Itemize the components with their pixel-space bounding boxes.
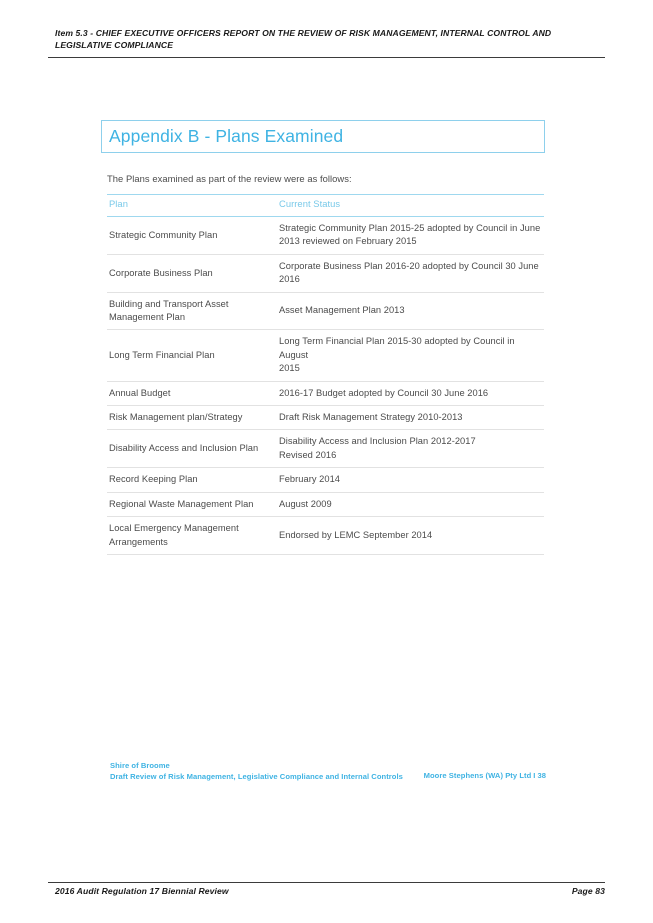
- cell-current-status-line: 2016: [279, 274, 300, 285]
- footer-subtitle: Draft Review of Risk Management, Legislative Compliance and Internal Controls: [110, 771, 403, 781]
- cell-current-status: [277, 492, 544, 516]
- document-running-header: [55, 27, 605, 52]
- cell-current-status-line: February 2014: [279, 474, 340, 485]
- intro-paragraph: The Plans examined as part of the review were as follows:: [107, 173, 352, 184]
- footer-firm-name: Moore Stephens (WA) Pty Ltd: [423, 771, 532, 780]
- report-footer: [110, 761, 546, 783]
- cell-plan: [107, 292, 277, 330]
- cell-current-status-line: Long Term Financial Plan 2015-30 adopted by Council in August: [279, 336, 515, 360]
- table-row: [107, 517, 544, 555]
- table-row: [107, 330, 544, 381]
- cell-current-status-line: August 2009: [279, 498, 332, 509]
- appendix-title-box: [101, 120, 545, 153]
- cell-plan: [107, 492, 277, 516]
- cell-current-status-line: 2015: [279, 363, 300, 374]
- cell-plan: [107, 217, 277, 255]
- cell-plan-line: Risk Management plan/Strategy: [109, 412, 243, 423]
- cell-current-status: [277, 468, 544, 492]
- page-footer-title: 2016 Audit Regulation 17 Biennial Review: [55, 886, 229, 896]
- page-footer-page-label: Page 83: [571, 886, 605, 896]
- footer-page-number: 38: [537, 771, 546, 780]
- cell-current-status-line: 2013 reviewed on February 2015: [279, 236, 417, 247]
- cell-plan-line: Building and Transport Asset: [109, 298, 229, 309]
- cell-plan: [107, 468, 277, 492]
- cell-current-status: [277, 330, 544, 381]
- cell-plan: [107, 406, 277, 430]
- cell-current-status: [277, 292, 544, 330]
- cell-plan-line: Regional Waste Management Plan: [109, 498, 254, 509]
- cell-plan-line: Record Keeping Plan: [109, 474, 198, 485]
- cell-plan-line: Disability Access and Inclusion Plan: [109, 443, 259, 454]
- cell-current-status-line: Strategic Community Plan 2015-25 adopted by Council in June: [279, 223, 541, 233]
- cell-plan: [107, 517, 277, 555]
- footer-separator: I: [533, 771, 536, 780]
- page-footer: [55, 886, 605, 900]
- cell-current-status-line: Disability Access and Inclusion Plan 2012-2017: [279, 436, 476, 447]
- cell-current-status-line: Revised 2016: [279, 449, 337, 460]
- cell-plan: [107, 330, 277, 381]
- running-header-line-2: LEGISLATIVE COMPLIANCE: [55, 40, 174, 51]
- cell-current-status-line: Corporate Business Plan 2016-20 adopted by Council 30 June: [279, 260, 539, 271]
- column-header-plan: Plan: [107, 195, 277, 217]
- cell-plan: [107, 254, 277, 292]
- page-title: Appendix B - Plans Examined: [109, 126, 344, 146]
- footer-divider-rule: [48, 882, 605, 883]
- cell-plan-line: Local Emergency Management: [109, 523, 239, 534]
- table-row: [107, 217, 544, 255]
- table-row: [107, 430, 544, 468]
- footer-organisation: Shire of Broome: [110, 761, 170, 770]
- cell-plan-line: Annual Budget: [109, 387, 171, 398]
- table-body: [107, 217, 544, 555]
- cell-current-status: [277, 254, 544, 292]
- cell-current-status: [277, 406, 544, 430]
- cell-current-status-line: Draft Risk Management Strategy 2010-2013: [279, 412, 463, 423]
- plans-examined-table: [107, 194, 544, 555]
- cell-plan-line: Arrangements: [109, 536, 168, 547]
- table-row: [107, 492, 544, 516]
- header-divider-rule: [48, 57, 605, 58]
- cell-current-status-line: Asset Management Plan 2013: [279, 305, 405, 316]
- table-row: [107, 468, 544, 492]
- cell-current-status: [277, 517, 544, 555]
- cell-current-status: [277, 217, 544, 255]
- cell-plan: [107, 381, 277, 405]
- table-row: [107, 381, 544, 405]
- cell-plan-line: Strategic Community Plan: [109, 229, 218, 240]
- cell-plan-line: Corporate Business Plan: [109, 267, 213, 278]
- table-row: [107, 254, 544, 292]
- cell-current-status-line: 2016-17 Budget adopted by Council 30 June 2016: [279, 387, 489, 398]
- cell-current-status: [277, 430, 544, 468]
- running-header-line-1: Item 5.3 - CHIEF EXECUTIVE OFFICERS REPORT ON THE REVIEW OF RISK MANAGEMENT, INTERNAL CONTROL AND: [55, 28, 552, 38]
- table-head: [107, 195, 544, 217]
- cell-plan: [107, 430, 277, 468]
- report-footer-right: [424, 771, 546, 780]
- cell-plan-line: Management Plan: [109, 312, 186, 323]
- table-row: [107, 406, 544, 430]
- cell-current-status-line: Endorsed by LEMC September 2014: [279, 529, 433, 540]
- report-footer-left: [110, 761, 403, 782]
- table-row: [107, 292, 544, 330]
- cell-plan-line: Long Term Financial Plan: [109, 349, 215, 360]
- table-header-row: [107, 195, 544, 217]
- cell-current-status: [277, 381, 544, 405]
- column-header-current-status: Current Status: [277, 195, 544, 217]
